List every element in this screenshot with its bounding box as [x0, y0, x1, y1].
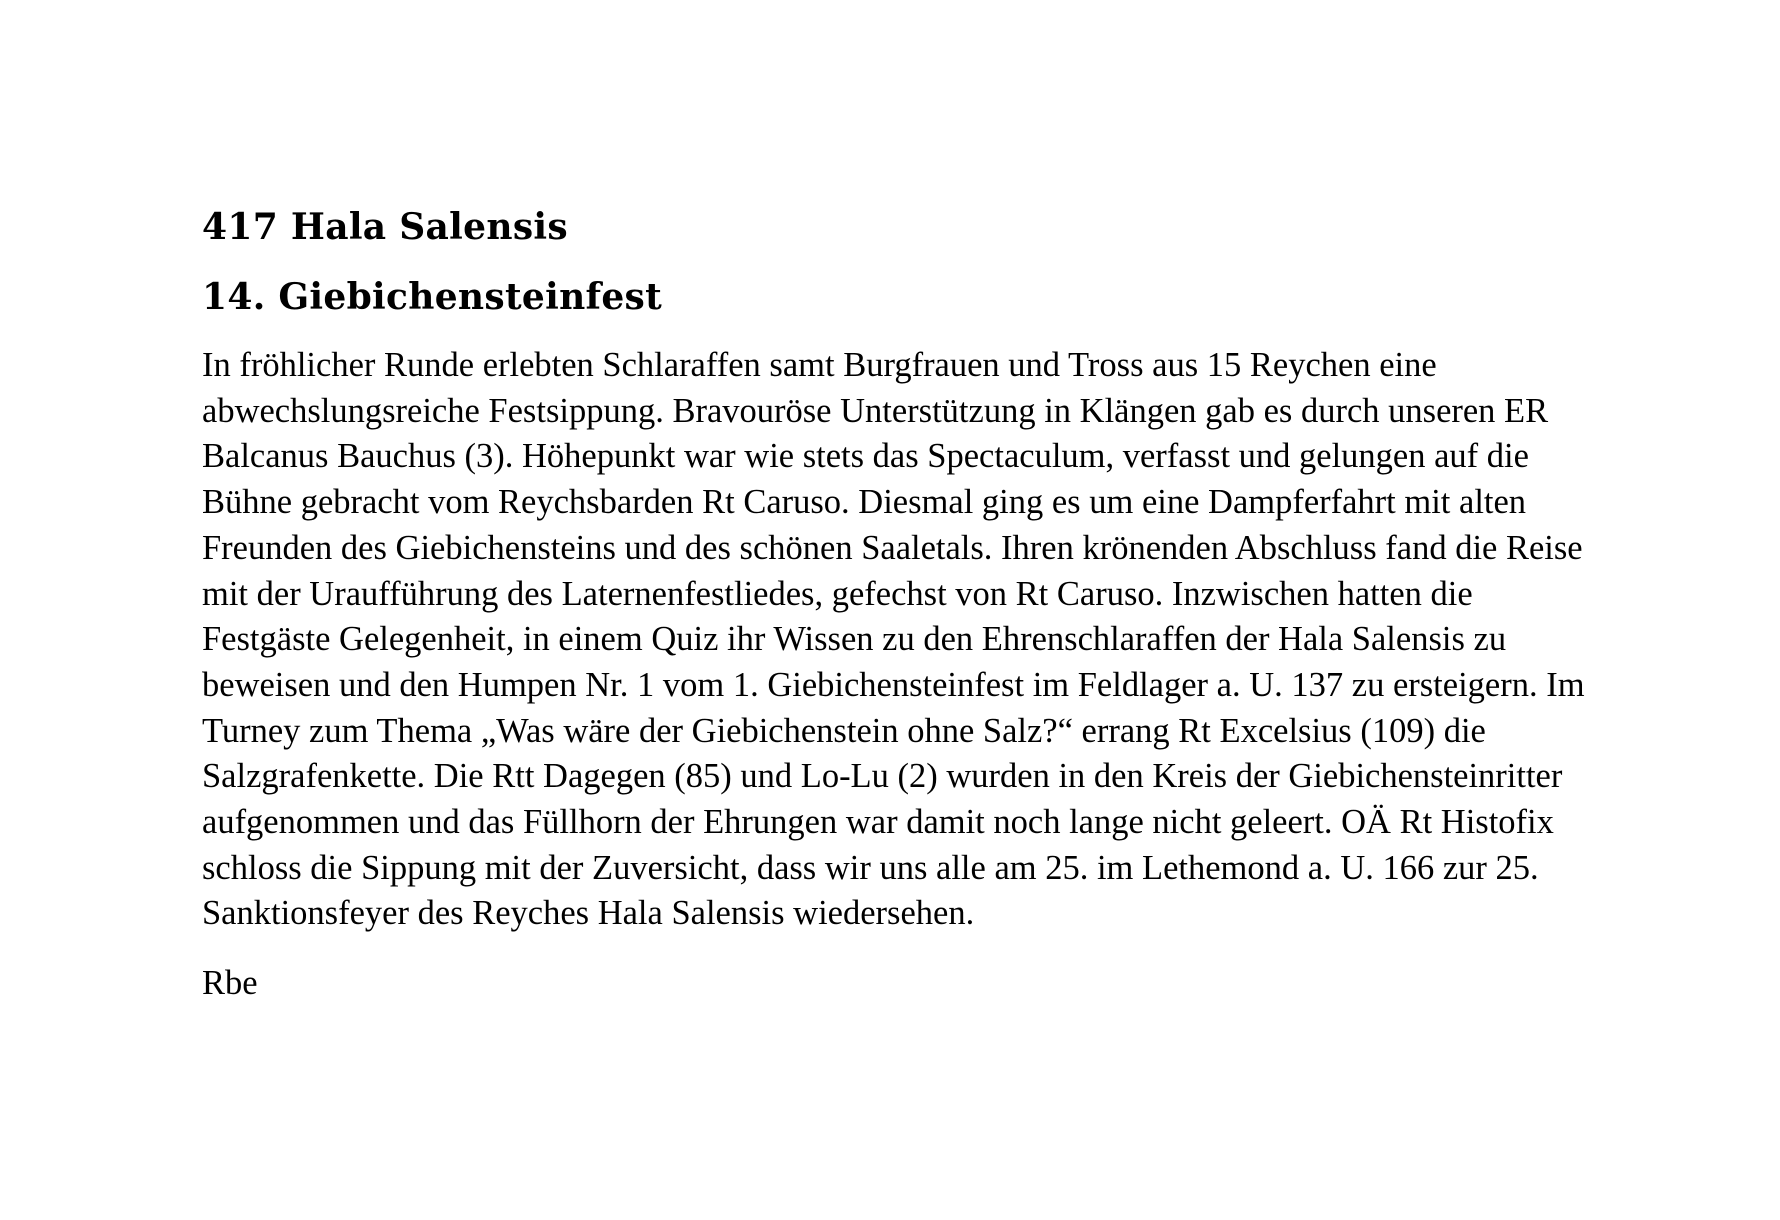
- author-signature: Rbe: [202, 964, 258, 1003]
- section-title: 417 Hala Salensis: [202, 206, 568, 248]
- document-page: [202, 205, 1602, 1007]
- article-body: In fröhlicher Runde erlebten Schlaraffen samt Burgfrauen und Tross aus 15 Reychen eine abwechslungsreiche Festsippung. Bravouröse Unterstützung in Klängen gab es durch unseren ER Balcanus Bauchus (3). Höhepunkt war wie stets das Spectaculum, verfasst und gelungen auf die Bühne gebracht vom Reychsbarden Rt Caruso. Diesmal ging es um eine Dampferfahrt mit alten Freunden des Giebichensteins und des schönen Saaletals. Ihren krönenden Abschluss fand die Reise mit der Uraufführung des Laternenfestliedes, gefechst von Rt Caruso. Inzwischen hatten die Festgäste Gelegenheit, in einem Quiz ihr Wissen zu den Ehrenschlaraffen der Hala Salensis zu beweisen und den Humpen Nr. 1 vom 1. Giebichensteinfest im Feldlager a. U. 137 zu ersteigern. Im Turney zum Thema „Was wäre der Giebichenstein ohne Salz?“ errang Rt Excelsius (109) die Salzgrafenkette. Die Rtt Dagegen (85) und Lo-Lu (2) wurden in den Kreis der Giebichensteinritter aufgenommen und das Füllhorn der Ehrungen war damit noch lange nicht geleert. OÄ Rt Histofix schloss die Sippung mit der Zuversicht, dass wir uns alle am 25. im Lethemond a. U. 166 zur 25. Sanktionsfeyer des Reyches Hala Salensis wiedersehen.: [202, 346, 1585, 933]
- event-title: 14. Giebichensteinfest: [202, 276, 663, 318]
